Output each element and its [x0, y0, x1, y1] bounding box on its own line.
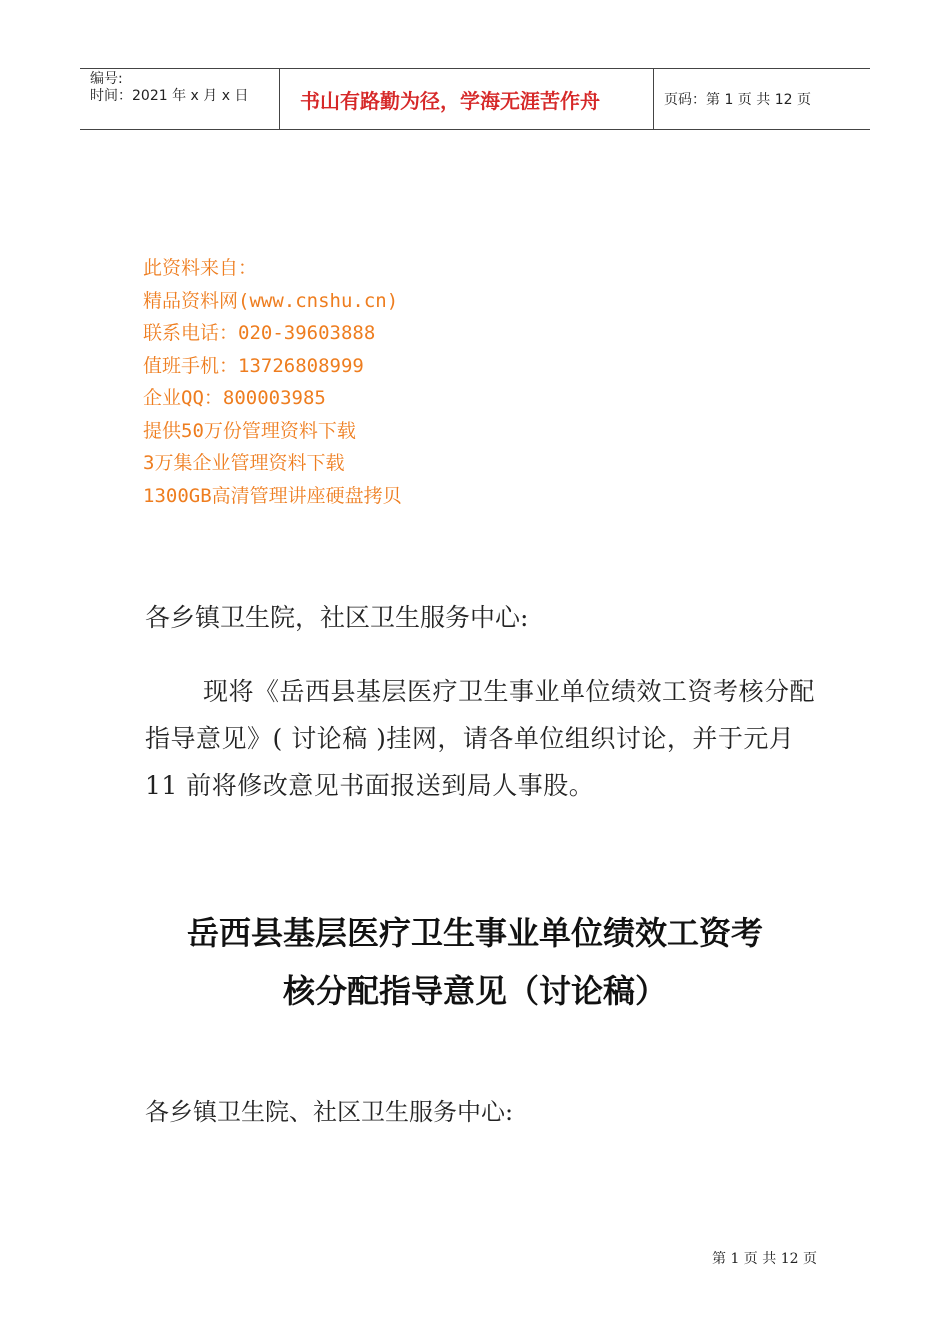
ad-line: 3万集企业管理资料下载	[143, 452, 345, 474]
title-line-2: 核分配指导意见（讨论稿）	[282, 972, 667, 1010]
salutation-2: 各乡镇卫生院、社区卫生服务中心:	[145, 1098, 514, 1126]
ad-line: 企业QQ：800003985	[143, 387, 326, 409]
document-header	[80, 68, 870, 130]
ad-line: 精品资料网(www.cnshu.cn)	[143, 289, 399, 312]
time-label: 时间：2021 年 x 月 x 日	[90, 88, 249, 104]
ad-block	[143, 252, 402, 512]
ad-line: 此资料来自：	[143, 257, 258, 279]
ad-line: 值班手机：13726808999	[143, 354, 364, 377]
ad-line: 联系电话：020-39603888	[143, 322, 376, 344]
page-footer: 第 1 页 共 12 页	[712, 1251, 817, 1267]
notice-paragraph: 现将《岳西县基层医疗卫生事业单位绩效工资考核分配指导意见》( 讨论稿 )挂网，请各单位组织讨论，并于元月 11 前将修改意见书面报送到局人事股。	[145, 677, 816, 800]
document-title	[80, 904, 870, 1020]
number-label: 编号:	[90, 71, 123, 87]
ad-line: 提供50万份管理资料下载	[143, 419, 356, 442]
header-motto: 书山有路勤为径，学海无涯苦作舟	[280, 69, 654, 129]
title-line-1: 岳西县基层医疗卫生事业单位绩效工资考	[186, 914, 763, 952]
salutation-1: 各乡镇卫生院，社区卫生服务中心:	[145, 603, 529, 632]
header-page-label: 页码：第 1 页 共 12 页	[664, 92, 811, 108]
header-meta	[80, 69, 280, 129]
ad-line: 1300GB高清管理讲座硬盘拷贝	[143, 484, 402, 507]
